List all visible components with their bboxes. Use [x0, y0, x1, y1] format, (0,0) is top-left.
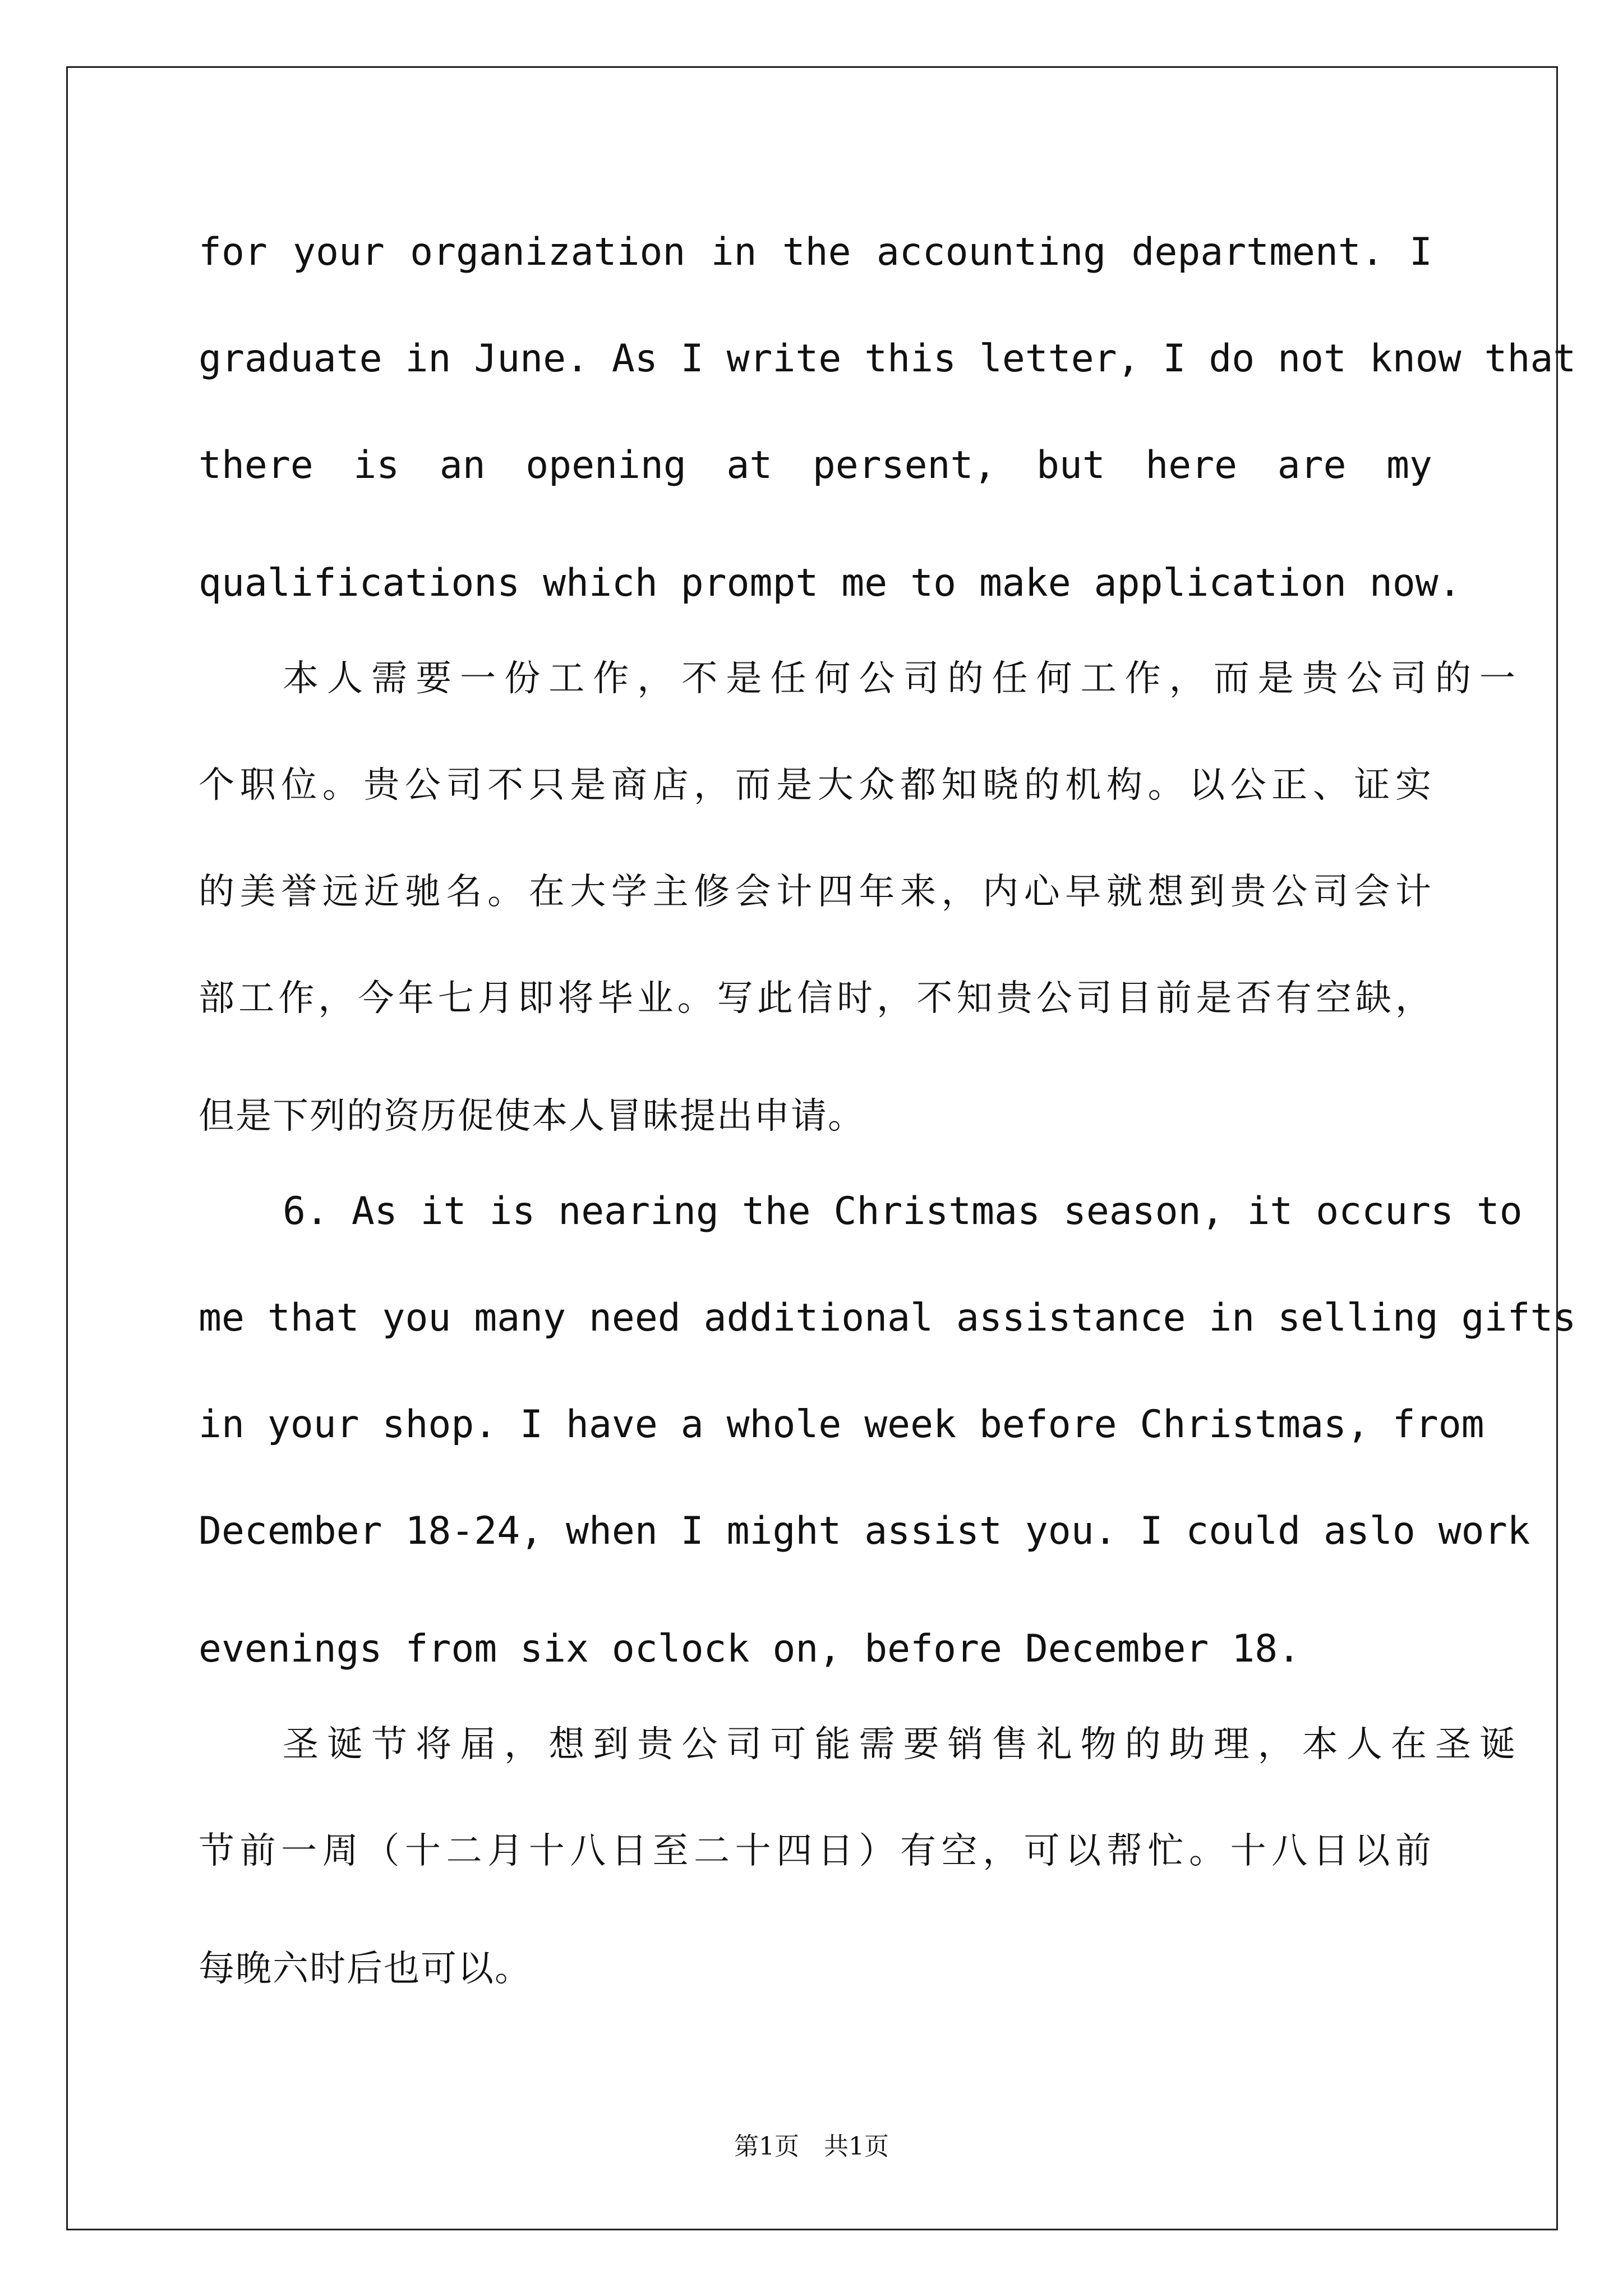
text-line-14: evenings from six oclock on, before December 18.	[199, 1627, 1301, 1671]
text-line-1: for your organization in the accounting department. I	[199, 230, 1432, 274]
text-line-13: December 18-24, when I might assist you. I could aslo work	[199, 1509, 1530, 1553]
text-line-8: 部工作，今年七月即将毕业。写此信时，不知贵公司目前是否有空缺，	[199, 978, 1432, 1019]
text-line-15: 圣诞节将届，想到贵公司可能需要销售礼物的助理，本人在圣诞	[283, 1724, 1516, 1765]
text-line-2: graduate in June. As I write this letter, I do not know that	[199, 337, 1576, 381]
text-line-3: there is an opening at persent, but here are my	[199, 443, 1432, 487]
document-body	[199, 210, 1576, 2022]
text-line-7: 的美誉远近驰名。在大学主修会计四年来，内心早就想到贵公司会计	[199, 871, 1432, 913]
text-line-9: 但是下列的资历促使本人冒昧提出申请。	[199, 1096, 865, 1137]
text-line-4: qualifications which prompt me to make application now.	[199, 561, 1461, 605]
text-line-16: 节前一周（十二月十八日至二十四日）有空，可以帮忙。十八日以前	[199, 1830, 1432, 1872]
text-line-5: 本人需要一份工作，不是任何公司的任何工作，而是贵公司的一	[283, 658, 1516, 700]
text-line-6: 个职位。贵公司不只是商店，而是大众都知晓的机构。以公正、证实	[199, 765, 1432, 806]
text-line-11: me that you many need additional assistance in selling gifts	[199, 1296, 1576, 1340]
text-line-17: 每晚六时后也可以。	[199, 1948, 532, 1990]
page-footer: 第1页 共1页	[734, 2132, 889, 2161]
text-line-12: in your shop. I have a whole week before Christmas, from	[199, 1402, 1484, 1447]
text-line-10: 6. As it is nearing the Christmas season, it occurs to	[283, 1189, 1523, 1234]
